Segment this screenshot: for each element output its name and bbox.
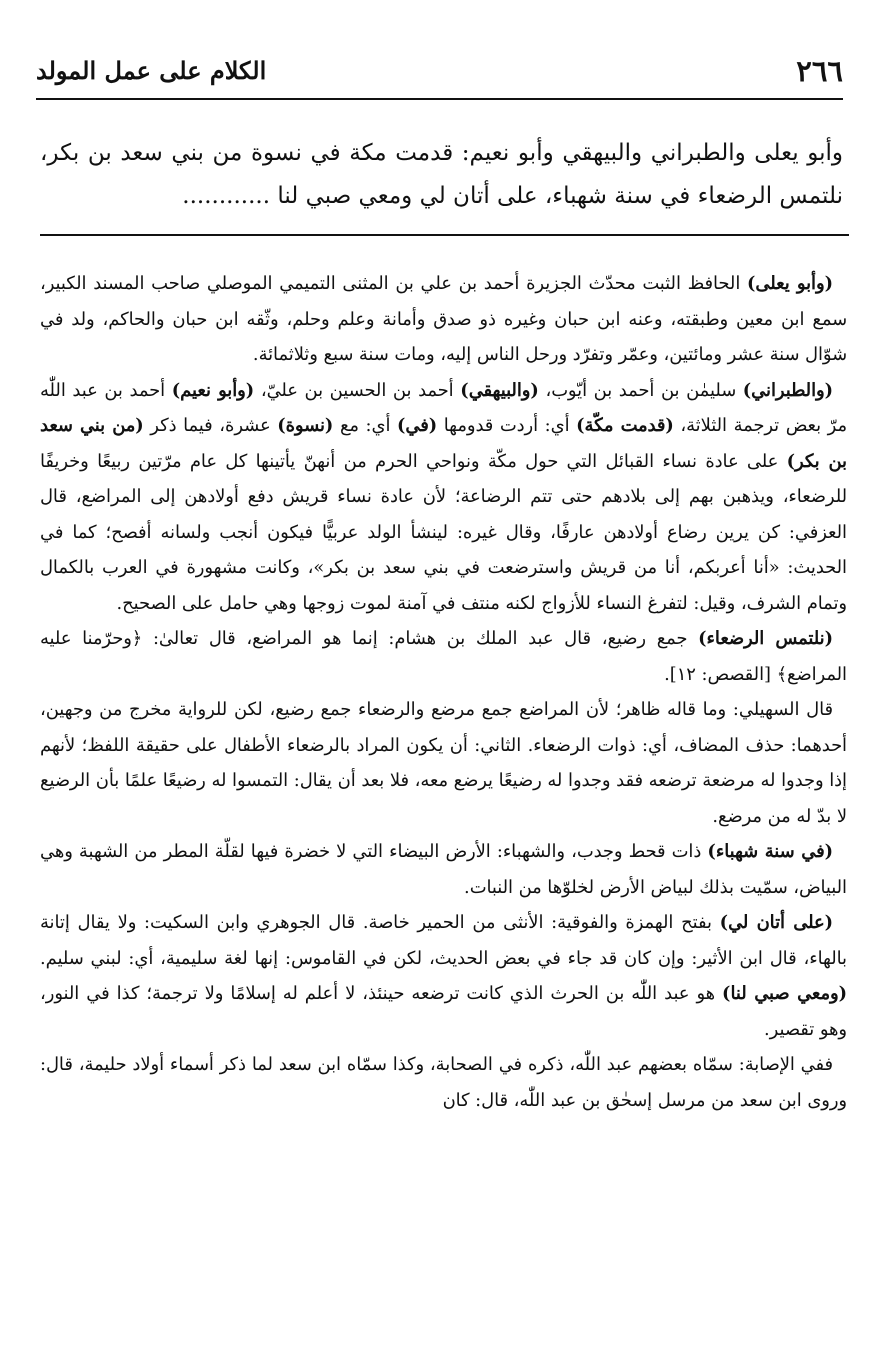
main-text	[40, 132, 843, 218]
commentary-paragraph-rudaa	[40, 621, 847, 692]
lemma: (قدمت مكّة)	[576, 415, 674, 436]
lemma: (على أتان لي)	[719, 912, 833, 933]
commentary-text: ذات قحط وجدب، والشهباء: الأرض البيضاء التي لا خضرة فيها لقلّة المطر من الشهبة وهي البياض، سمّيت بذلك لبياض الأرض لخلوّها من النبات.	[40, 841, 847, 898]
commentary	[40, 266, 847, 1118]
lemma: (من بني سعد بن بكر)	[40, 415, 847, 472]
page-number: ٢٦٦	[796, 54, 843, 88]
commentary-text: أحمد بن الحسين بن عليّ،	[254, 379, 461, 401]
lemma: (والطبراني)	[742, 379, 834, 401]
lemma: (نسوة)	[277, 415, 334, 436]
main-text-paragraph: وأبو يعلى والطبراني والبيهقي وأبو نعيم: قدمت مكة في نسوة من بني سعد بن بكر، نلتمس الرضعاء في سنة شهباء، على أتان لي ومعي صبي لنا ............	[40, 140, 843, 209]
commentary-paragraph-tabarani	[40, 373, 847, 622]
commentary-paragraph-abu-yala	[40, 266, 847, 373]
commentary-text: عشرة، فيما ذكر	[143, 415, 278, 436]
commentary-text: هو عبد اللّٰه بن الحرث الذي كانت ترضعه حينئذ، لا أعلم له إسلامًا ولا ترجمة؛ كذا في النور، وهو تقصير.	[40, 983, 847, 1040]
lemma: (وأبو يعلى)	[747, 273, 833, 294]
commentary-paragraph-atan	[40, 905, 847, 1047]
commentary-paragraph-suhayli	[40, 692, 847, 834]
lemma: (والبيهقي)	[460, 379, 539, 401]
commentary-text: أي: مع	[333, 415, 397, 436]
commentary-text: ففي الإصابة: سمّاه بعضهم عبد اللّٰه، ذكره في الصحابة، وكذا سمّاه ابن سعد لما ذكر أسماء أولاد حليمة، قال: وروى ابن سعد من مرسل إسحٰق بن عبد اللّٰه، قال: كان	[40, 1054, 847, 1111]
lemma: (ومعي صبي لنا)	[722, 983, 847, 1004]
commentary-text: على عادة نساء القبائل التي حول مكّة ونواحي الحرم من أنهنّ يأتينها كل عام مرّتين ربيعًا وخريفًا للرضعاء، ويذهبن بهم إلى بلادهم حتى تتم الرضاعة؛ لأن عادة نساء قريش دفع أولادهن إلى المراضع، قال العزفي: كن يرين رضاع أولادهن عارفًا، وقال غيره: لينشأ الولد عربيًّا فيكون أنجب ولسانه أفصح؛ كما في الحديث: «أنا أعربكم، أنا من قريش واسترضعت في بني سعد بن بكر»، وكانت مشهورة في العرب بالكمال وتمام الشرف، وقيل: لتفرغ النساء للأزواج لكنه منتف في آمنة لموت زوجها وهي حامل على الصحيح.	[40, 450, 847, 614]
commentary-text: جمع رضيع، قال عبد الملك بن هشام: إنما هو المراضع، قال تعالىٰ: ﴿وحرّمنا عليه المراضع﴾ [القصص: ١٢].	[40, 628, 847, 685]
running-title: الكلام على عمل المولد	[36, 56, 267, 85]
page-header	[36, 52, 843, 100]
commentary-text: بفتح الهمزة والفوقية: الأنثى من الحمير خاصة. قال الجوهري وابن السكيت: ولا يقال إتانة بالهاء، قال ابن الأثير: وإن كان قد جاء في بعض الحديث، لكن في القاموس: إنها لغة سليمية، أي: لبني سليم.	[40, 912, 847, 969]
commentary-text: سليمٰن بن أحمد بن أيّوب،	[538, 379, 743, 401]
lemma: (نلتمس الرضعاء)	[698, 628, 833, 649]
commentary-text: أي: أردت قدومها	[437, 415, 577, 436]
lemma: (وأبو نعيم)	[171, 379, 255, 401]
commentary-text: قال السهيلي: وما قاله ظاهر؛ لأن المراضع جمع مرضع والرضعاء جمع رضيع، لكن للرواية مخرج من وجهين، أحدهما: حذف المضاف، أي: ذوات الرضعاء. الثاني: أن يكون المراد بالرضعاء الأطفال على حقيقة اللفظ؛ لأنهم إذا وجدوا له مرضعة ترضعه فقد وجدوا له رضيعًا يرضع معه، فلا بعد أن يقال: التمسوا له رضيعًا علمًا بأن الرضيع لا بدّ له من مرضع.	[40, 699, 847, 827]
lemma: (في)	[396, 415, 438, 436]
commentary-text: أحمد بن عبد اللّٰه مرّ بعض ترجمة الثلاثة،	[40, 379, 847, 436]
separator-line	[40, 234, 849, 236]
lemma: (في سنة شهباء)	[707, 841, 833, 862]
commentary-paragraph-isaba	[40, 1047, 847, 1118]
commentary-text: الحافظ الثبت محدّث الجزيرة أحمد بن علي بن المثنى التميمي الموصلي صاحب المسند الكبير، سمع ابن معين وطبقته، وعنه ابن حبان وغيره ذو صدق وأمانة وعلم وحلم، وثّقه ابن حبان والحاكم، ولد في شوّال سنة عشر ومائتين، وعمّر وتفرّد ورحل الناس إليه، ومات سنة سبع وثلاثمائة.	[40, 273, 847, 365]
commentary-paragraph-shahba	[40, 834, 847, 905]
